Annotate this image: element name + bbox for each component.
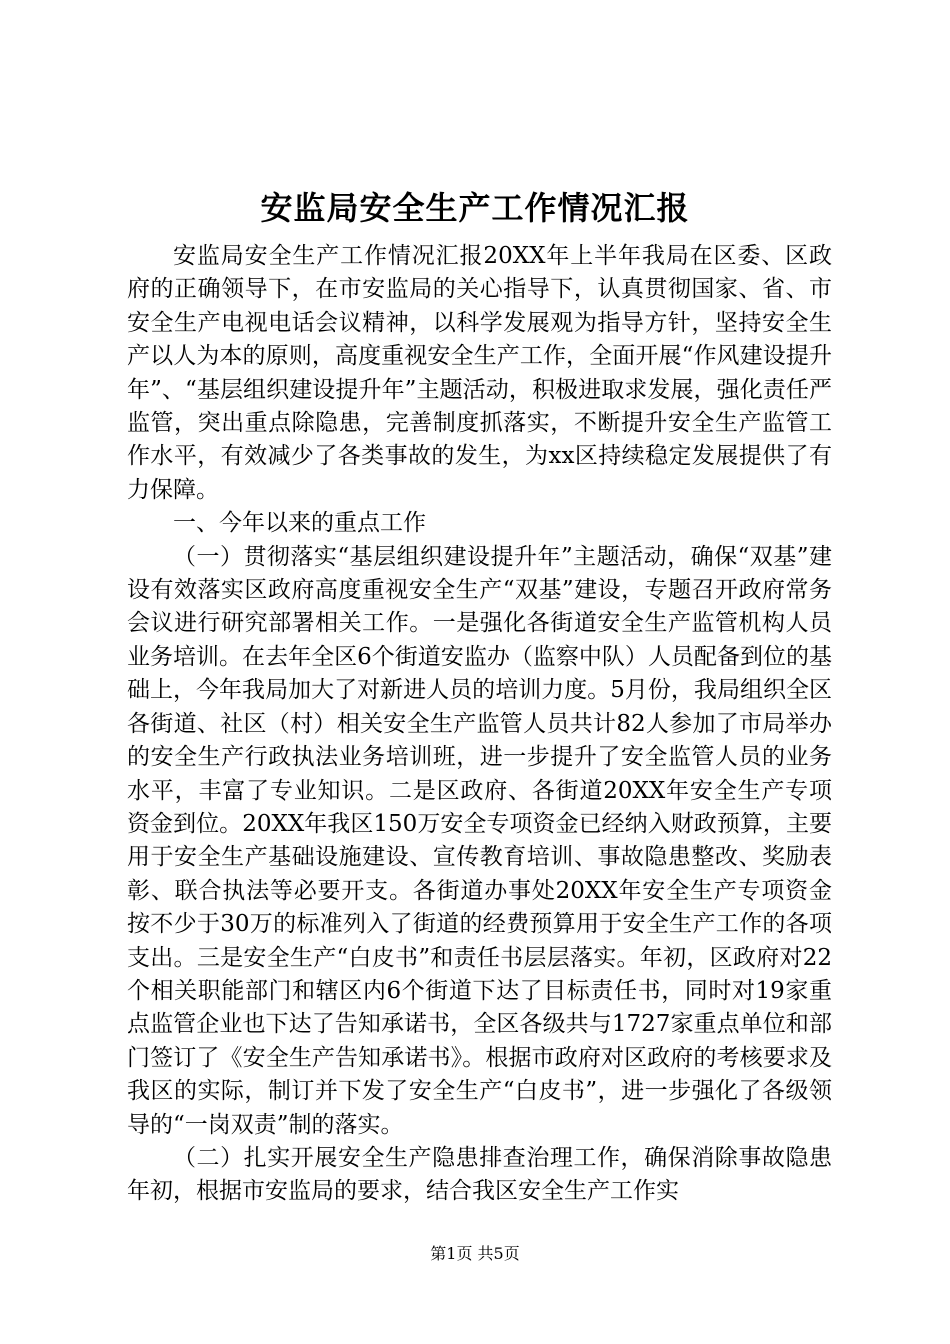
paragraph-section-heading: 一、今年以来的重点工作: [173, 510, 426, 537]
paragraph-item-one: （一）贯彻落实“基层组织建设提升年”主题活动，确保“双基”建设有效落实区政府高度重视安全生产“双基”建设，专题召开政府常务会议进行研究部署相关工作。一是强化各街道安全生产监管机构人员业务培训。在去年全区6个街道安监办（监察中队）人员配备到位的基础上，今年我局加大了对新进人员的培训力度。5月份，我局组织全区各街道、社区（村）相关安全生产监管人员共计82人参加了市局举办的安全生产行政执法业务培训班，进一步提升了安全监管人员的业务水平，丰富了专业知识。二是区政府、各街道20XX年安全生产专项资金到位。20XX年我区150万安全专项资金已经纳入财政预算，主要用于安全生产基础设施建设、宣传教育培训、事故隐患整改、奖励表彰、联合执法等必要开支。各街道办事处20XX年安全生产专项资金按不少于30万的标准列入了街道的经费预算用于安全生产工作的各项支出。三是安全生产“白皮书”和责任书层层落实。年初，区政府对22个相关职能部门和辖区内6个街道下达了目标责任书，同时对19家重点监管企业也下达了告知承诺书，全区各级共与1727家重点单位和部门签订了《安全生产告知承诺书》。根据市政府对区政府的考核要求及我区的实际，制订并下发了安全生产“白皮书”，进一步强化了各级领导的“一岗双责”制的落实。: [127, 543, 832, 1138]
document-body: [127, 240, 832, 1209]
page-number-footer: 第1页 共5页: [430, 1244, 520, 1263]
paragraph-intro: 安监局安全生产工作情况汇报20XX年上半年我局在区委、区政府的正确领导下，在市安监局的关心指导下，认真贯彻国家、省、市安全生产电视电话会议精神，以科学发展观为指导方针，坚持安全生产以人为本的原则，高度重视安全生产工作，全面开展“作风建设提升年”、“基层组织建设提升年”主题活动，积极进取求发展，强化责任严监管，突出重点除隐患，完善制度抓落实，不断提升安全生产监管工作水平，有效减少了各类事故的发生，为xx区持续稳定发展提供了有力保障。: [127, 243, 832, 503]
document-title: 安监局安全生产工作情况汇报: [260, 189, 690, 227]
paragraph-item-two: （二）扎实开展安全生产隐患排查治理工作，确保消除事故隐患年初，根据市安监局的要求，结合我区安全生产工作实: [127, 1144, 832, 1205]
